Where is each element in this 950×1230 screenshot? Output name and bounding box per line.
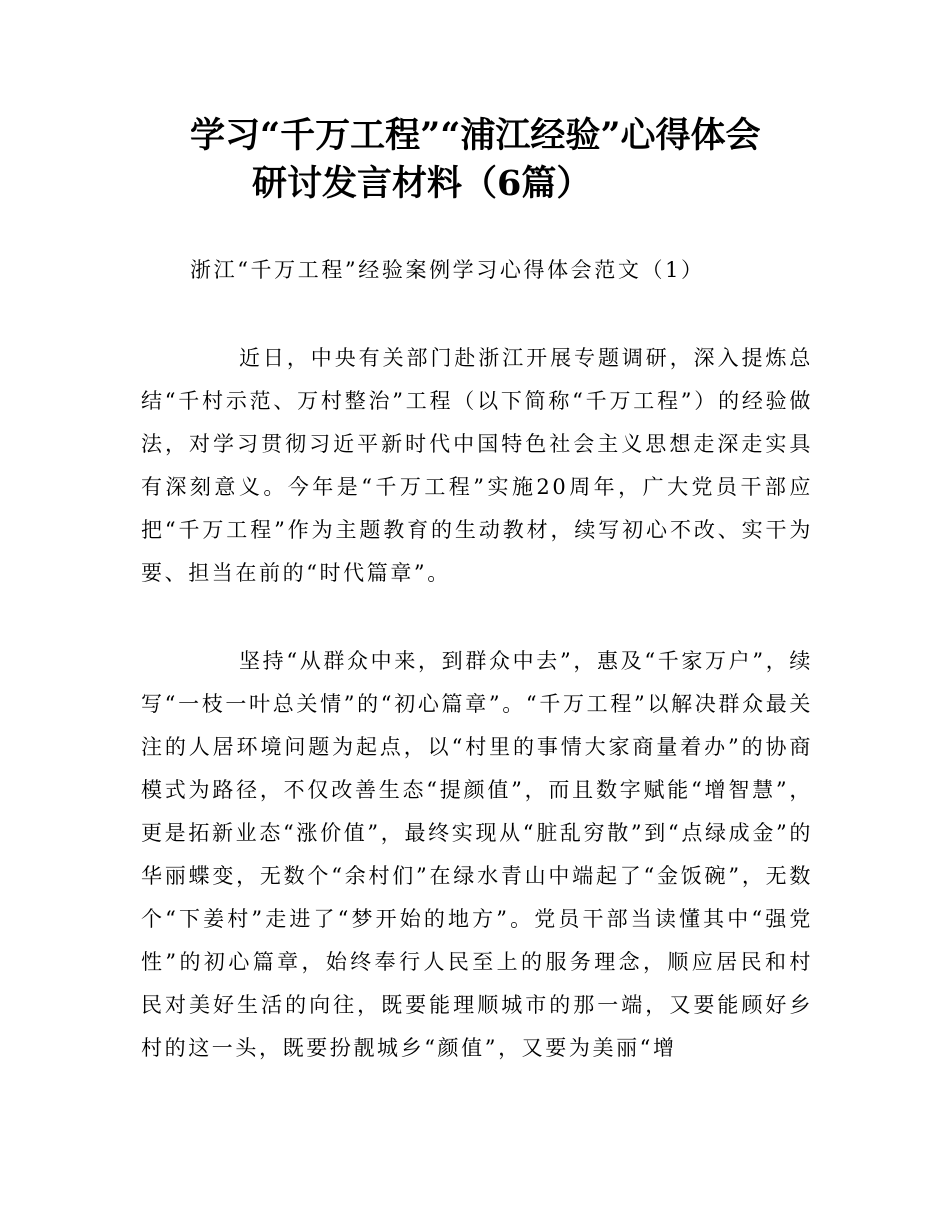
document-title-line-1: 学习“千万工程”“浦江经验”心得体会 [190, 115, 761, 156]
body-paragraph-1: 近日，中央有关部门赴浙江开展专题调研，深入提炼总结“千村示范、万村整治”工程（以下简称“千万工程”）的经验做法，对学习贯彻习近平新时代中国特色社会主义思想走深走实具有深刻意义。今年是“千万工程”实施20周年，广大党员干部应把“千万工程”作为主题教育的生动教材，续写初心不改、实干为要、担当在前的“时代篇章”。 [141, 346, 813, 585]
body-paragraph-2: 坚持“从群众中来，到群众中去”，惠及“千家万户”，续写“一枝一叶总关情”的“初心篇章”。“千万工程”以解决群众最关注的人居环境问题为起点，以“村里的事情大家商量着办”的协商模式为路径，不仅改善生态“提颜值”，而且数字赋能“增智慧”，更是拓新业态“涨价值”，最终实现从“脏乱穷散”到“点绿成金”的华丽蝶变，无数个“余村们”在绿水青山中端起了“金饭碗”，无数个“下姜村”走进了“梦开始的地方”。党员干部当读懂其中“强党性”的初心篇章，始终奉行人民至上的服务理念，顺应居民和村民对美好生活的向往，既要能理顺城市的那一端，又要能顾好乡村的这一头，既要扮靓城乡“颜值”，又要为美丽“增 [141, 649, 813, 1060]
section-heading: 浙江“千万工程”经验案例学习心得体会范文（1） [190, 258, 705, 282]
document-title-line-2: 研讨发言材料（6篇） [252, 163, 592, 204]
